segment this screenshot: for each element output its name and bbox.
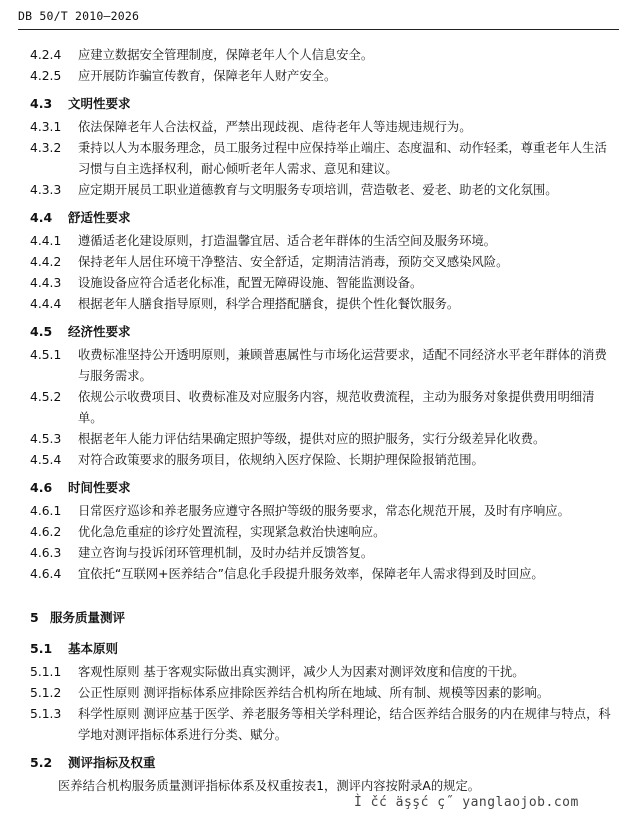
clause-number: 4.2.4 xyxy=(30,48,62,62)
clause-text: 对符合政策要求的服务项目，依规纳入医疗保险、长期护理保险报销范围。 xyxy=(78,453,484,467)
clause-number: 5.1.3 xyxy=(30,707,62,721)
body-paragraph xyxy=(30,776,615,797)
clause-item xyxy=(30,522,615,543)
clause-text: 服务质量测评 xyxy=(50,610,126,625)
clause-item xyxy=(30,138,615,180)
clause-item xyxy=(30,429,615,450)
clause-text: 优化急危重症的诊疗处置流程，实现紧急救治快速响应。 xyxy=(78,525,386,539)
clause-number: 4.4.3 xyxy=(30,276,62,290)
clause-item xyxy=(30,231,615,252)
document-body xyxy=(30,45,615,797)
clause-item xyxy=(30,180,615,201)
chapter-heading xyxy=(30,607,615,628)
clause-item xyxy=(30,45,615,66)
clause-text: 秉持以人为本服务理念，员工服务过程中应保持举止端庄、态度温和、动作轻柔，尊重老年人生活习惯与自主选择权利，耐心倾听老年人需求、意见和建议。 xyxy=(78,141,607,176)
clause-number: 4.3.3 xyxy=(30,183,62,197)
clause-text: 舒适性要求 xyxy=(68,210,131,225)
section-heading xyxy=(30,93,615,114)
clause-number: 4.6 xyxy=(30,480,53,495)
clause-number: 4.5 xyxy=(30,324,53,339)
section-heading xyxy=(30,752,615,773)
clause-text: 应开展防诈骗宣传教育，保障老年人财产安全。 xyxy=(78,69,337,83)
clause-item xyxy=(30,564,615,585)
clause-text: 时间性要求 xyxy=(68,480,131,495)
clause-text: 科学性原则 测评应基于医学、养老服务等相关学科理论，结合医养结合服务的内在规律与特点，科学地对测评指标体系进行分类、赋分。 xyxy=(78,707,611,742)
clause-text: 根据老年人能力评估结果确定照护等级，提供对应的照护服务，实行分级差异化收费。 xyxy=(78,432,546,446)
section-heading xyxy=(30,477,615,498)
clause-item xyxy=(30,117,615,138)
clause-text: 依法保障老年人合法权益，严禁出现歧视、虐待老年人等违规违规行为。 xyxy=(78,120,472,134)
clause-number: 4.5.1 xyxy=(30,348,62,362)
clause-number: 5.1.2 xyxy=(30,686,62,700)
clause-text: 公正性原则 测评指标体系应排除医养结合机构所在地域、所有制、规模等因素的影响。 xyxy=(78,686,550,700)
section-heading xyxy=(30,321,615,342)
clause-text: 文明性要求 xyxy=(68,96,131,111)
clause-item xyxy=(30,294,615,315)
clause-item xyxy=(30,345,615,387)
clause-text: 依规公示收费项目、收费标准及对应服务内容，规范收费流程，主动为服务对象提供费用明细清单。 xyxy=(78,390,595,425)
clause-item xyxy=(30,704,615,746)
clause-number: 4.6.2 xyxy=(30,525,62,539)
clause-item xyxy=(30,252,615,273)
clause-number: 5.2 xyxy=(30,755,53,770)
clause-number: 4.3 xyxy=(30,96,53,111)
clause-number: 4.2.5 xyxy=(30,69,62,83)
clause-text: 应定期开展员工职业道德教育与文明服务专项培训，营造敬老、爱老、助老的文化氛围。 xyxy=(78,183,558,197)
clause-text: 医养结合机构服务质量测评指标体系及权重按表1，测评内容按附录A的规定。 xyxy=(58,779,481,793)
section-heading xyxy=(30,638,615,659)
clause-number: 4.4 xyxy=(30,210,53,225)
clause-text: 设施设备应符合适老化标准，配置无障碍设施、智能监测设备。 xyxy=(78,276,423,290)
clause-number: 4.5.2 xyxy=(30,390,62,404)
clause-item xyxy=(30,543,615,564)
clause-number: 5.1.1 xyxy=(30,665,62,679)
clause-text: 经济性要求 xyxy=(68,324,131,339)
clause-item xyxy=(30,273,615,294)
clause-text: 收费标准坚持公开透明原则，兼顾普惠属性与市场化运营要求，适配不同经济水平老年群体的消费与服务需求。 xyxy=(78,348,607,383)
clause-text: 根据老年人膳食指导原则，科学合理搭配膳食，提供个性化餐饮服务。 xyxy=(78,297,460,311)
clause-text: 基本原则 xyxy=(68,641,119,656)
clause-number: 4.6.4 xyxy=(30,567,62,581)
clause-number: 4.6.3 xyxy=(30,546,62,560)
clause-text: 测评指标及权重 xyxy=(68,755,156,770)
clause-number: 4.3.1 xyxy=(30,120,62,134)
clause-number: 5.1 xyxy=(30,641,53,656)
clause-number: 5 xyxy=(30,610,39,625)
chapter-gap xyxy=(30,585,615,607)
clause-number: 4.6.1 xyxy=(30,504,62,518)
clause-number: 4.4.1 xyxy=(30,234,62,248)
clause-item xyxy=(30,501,615,522)
clause-text: 保持老年人居住环境干净整洁、安全舒适，定期清洁消毒，预防交叉感染风险。 xyxy=(78,255,509,269)
clause-text: 遵循适老化建设原则，打造温馨宜居、适合老年群体的生活空间及服务环境。 xyxy=(78,234,497,248)
clause-text: 宜依托“互联网+医养结合”信息化手段提升服务效率，保障老年人需求得到及时回应。 xyxy=(78,567,544,581)
clause-item xyxy=(30,387,615,429)
clause-number: 4.3.2 xyxy=(30,141,62,155)
clause-item xyxy=(30,450,615,471)
clause-text: 应建立数据安全管理制度，保障老年人个人信息安全。 xyxy=(78,48,374,62)
clause-number: 4.5.3 xyxy=(30,432,62,446)
clause-number: 4.4.4 xyxy=(30,297,62,311)
clause-item xyxy=(30,66,615,87)
clause-text: 日常医疗巡诊和养老服务应遵守各照护等级的服务要求，常态化规范开展，及时有序响应。 xyxy=(78,504,570,518)
clause-text: 客观性原则 基于客观实际做出真实测评，减少人为因素对测评效度和信度的干扰。 xyxy=(78,665,525,679)
clause-number: 4.4.2 xyxy=(30,255,62,269)
section-heading xyxy=(30,207,615,228)
clause-item xyxy=(30,683,615,704)
header-rule xyxy=(18,29,619,30)
clause-text: 建立咨询与投诉闭环管理机制，及时办结并反馈答复。 xyxy=(78,546,374,560)
document-code-header: DB 50/T 2010—2026 xyxy=(18,9,140,23)
clause-number: 4.5.4 xyxy=(30,453,62,467)
watermark-text: Ì čć äşşć ç˝ yanglaojob.com xyxy=(354,795,579,810)
chapter-gap xyxy=(30,628,615,638)
clause-item xyxy=(30,662,615,683)
